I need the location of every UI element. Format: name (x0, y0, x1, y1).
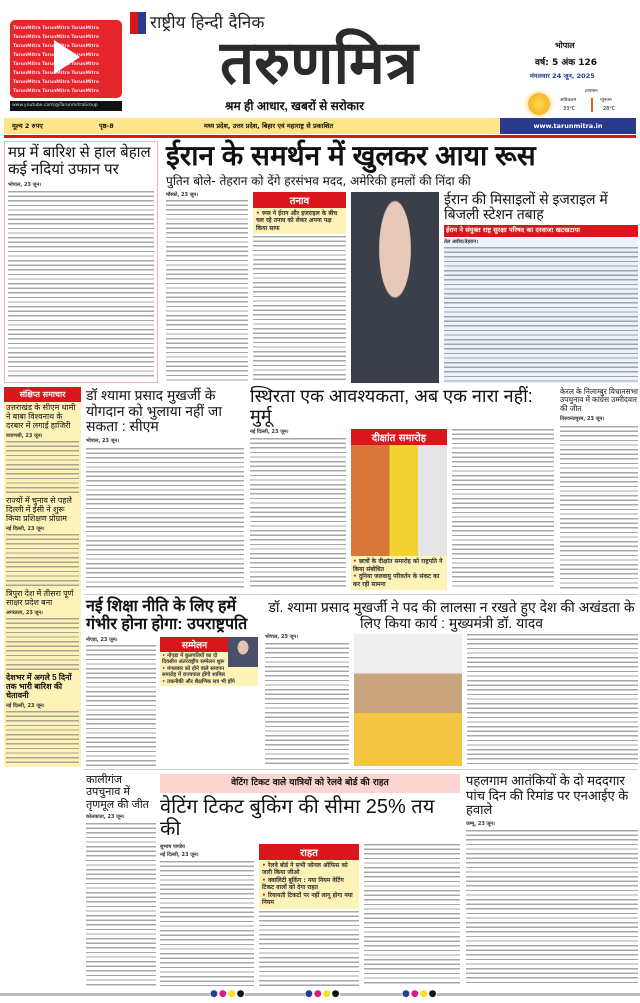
cm-headline: डॉ. श्यामा प्रसाद मुखर्जी ने पद की लालसा न रखते हुए देश की अखंडता के लिए किया कार्य : मुख्यमंत्री डॉ. यादव (268, 599, 635, 631)
convocation-photo (351, 445, 447, 556)
rain-headline: मप्र में बारिश से हाल बेहाल कई नदियां उफान पर (8, 144, 151, 178)
rail-headline: वेटिंग टिकट बुकिंग की सीमा 25% तय की (160, 795, 435, 841)
tagline-top: राष्ट्रीय हिन्दी दैनिक (150, 13, 265, 33)
website-link[interactable]: www.tarunmitra.in (500, 118, 636, 134)
youtube-promo[interactable]: TarunMitra TarunMitra TarunMitra TarunMitra TarunMitra TarunMitra TarunMitra TarunMitra TarunMitra TarunMitra TarunMitra TarunMitra TarunMitra TarunMitra TarunMitra TarunMitra TarunMitra TarunMitra TarunMitra TarunMitra TarunMitra TarunMitra TarunMitra TarunMitra www.youtube.com/@TarunmitraGroup (10, 20, 122, 114)
kerala-story: केरल के निलाम्बुर विधानसभा उपचुनाव में कांग्रेस उम्मीदवार की जीत तिरुवनंतपुरम, 23 जून। (560, 388, 638, 590)
youtube-brand-text: TarunMitra TarunMitra TarunMitra (13, 26, 99, 31)
vp-photo (228, 637, 258, 667)
murmu-headline: स्थिरता एक आवश्यकता, अब एक नारा नहीं: मुर्मू (250, 386, 533, 427)
column-rule (84, 769, 638, 770)
brief-title: संक्षिप्त समाचार (4, 387, 81, 402)
rain-story: मप्र में बारिश से हाल बेहाल कई नदियां उफान पर भोपाल, 23 जून। (4, 141, 158, 383)
convocation-box: दीक्षांत समारोह • छात्रों के दीक्षांत समारोह को राष्ट्रपति ने किया संबोधित • दुनिया जलवायु परिवर्तन के संकट का कर रही सामना (351, 429, 447, 590)
temp-divider (591, 98, 593, 112)
published-from: मध्य प्रदेश, उत्तर प्रदेश, बिहार एवं महाराष्ट्र से प्रकाशित (204, 122, 334, 130)
edition: वर्ष: 5 अंक 126 (535, 58, 598, 68)
registration-dots: ●●●● (210, 989, 246, 999)
max-temp-label: अधिकतम (560, 98, 577, 103)
lead-subheadline: पुतिन बोले- तेहरान को देंगे हरसंभव मदद, अमेरिकी हमलों की निंदा की (166, 174, 471, 189)
kaliganj-headline: कालीगंज उपचुनाव में तृणमूल की जीत (86, 774, 149, 811)
date: मंगलवार 24 जून, 2025 (530, 72, 595, 80)
sun-icon (528, 93, 550, 115)
city: भोपाल (555, 41, 575, 50)
kaliganj-story: कालीगंज उपचुनाव में तृणमूल की जीत कोलकाता, 23 जून। (86, 774, 156, 986)
temperature-label: तापमान (585, 89, 598, 94)
putin-photo (351, 192, 439, 383)
lead-story: ईरान के समर्थन में खुलकर आया रूस पुतिन बोले- तेहरान को देंगे हरसंभव मदद, अमेरिकी हमलों की निंदा की मॉस्को, 23 जून। तनाव • रूस ने ईरान और इजराइल के बीच चल रहे तनाव को लेकर अपना पक्ष किया साफ ईरान की मिसाइलों से इजराइल में बिजली स्टेशन तबाह ईरान ने संयुक्त राष्ट्र सुरक्षा परिषद का दरवाजा खटखटाया तेल अवीव/तेहरान। (166, 140, 638, 383)
lead-headline: ईरान के समर्थन में खुलकर आया रूस (166, 140, 536, 171)
min-temp-label: न्यूनतम (600, 98, 612, 103)
red-rule (4, 135, 636, 138)
rail-byline: सुभाष पाण्डेय (160, 843, 185, 850)
registration-dots: ●●●● (402, 989, 438, 999)
iran-red-bar: ईरान ने संयुक्त राष्ट्र सुरक्षा परिषद का दरवाजा खटखटाया (444, 225, 638, 237)
murmu-story: स्थिरता एक आवश्यकता, अब एक नारा नहीं: मुर्मू नई दिल्ली, 23 जून। दीक्षांत समारोह • छात्रों के दीक्षांत समारोह को राष्ट्रपति ने किया संबोधित • दुनिया जलवायु परिवर्तन के संकट का कर रही सामना (250, 386, 554, 590)
registration-dots: ●●●● (305, 989, 341, 999)
min-temp: 28°C (603, 106, 616, 112)
column-rule (84, 594, 638, 595)
newspaper-title: तरुणमित्र (220, 29, 418, 96)
kerala-headline: केरल के निलाम्बुर विधानसभा उपचुनाव में कांग्रेस उम्मीदवार की जीत (560, 387, 638, 413)
pahalgam-story: पहलगाम आतंकियों के दो मददगार पांच दिन की रिमांड पर एनआईए के हवाले जम्मू, 23 जून। (466, 774, 638, 986)
iran-headline: ईरान की मिसाइलों से इजराइल में बिजली स्टेशन तबाह (444, 190, 608, 223)
price: मूल्य 2 रुपए (12, 122, 43, 130)
cm-photo (354, 634, 462, 766)
lead-body: मॉस्को, 23 जून। (166, 192, 248, 383)
relief-box: राहत • रेलवे बोर्ड ने सभी जोनल ऑफिस को जारी किया जीओ • क्वालिटी बुकिंग : नया नियम वेटिंग टिकट वालों को देगा राहत • रियायती टिकटों पर नहीं लागू होगा नया नियम (259, 844, 359, 909)
cm-story: डॉ. श्यामा प्रसाद मुखर्जी ने पद की लालसा न रखते हुए देश की अखंडता के लिए किया कार्य : मुख्यमंत्री डॉ. यादव भोपाल, 23 जून। (265, 600, 638, 766)
pahalgam-headline: पहलगाम आतंकियों के दो मददगार पांच दिन की रिमांड पर एनआईए के हवाले (466, 773, 629, 818)
max-temp: 33°C (563, 106, 576, 112)
tension-box: तनाव • रूस ने ईरान और इजराइल के बीच चल रहे तनाव को लेकर अपना पक्ष किया साफ (253, 192, 346, 235)
info-strip (4, 118, 636, 134)
vp-story: नई शिक्षा नीति के लिए हमें गंभीर होना होगा: उपराष्ट्रपति नोएडा, 23 जून। सम्मेलन • नोएडा में कुलपतियों का दो दिवसीय अंतरराष्ट्रीय सम्मेलन शुरू • मंगलवार को होने वाले समापन समारोह में राज्यपाल होंगी शामिल • तकनीकी और शैक्षणिक सत्र भी होंगे (86, 598, 258, 766)
spm-headline: डॉ श्यामा प्रसाद मुखर्जी के योगदान को भुलाया नहीं जा सकता : सीएम (86, 387, 222, 435)
play-icon (54, 40, 80, 74)
brief-news: संक्षिप्त समाचार उत्तराखंड के सीएम धामी ने बाबा विश्वनाथ के दरबार में लगाई हाजिरी वाराणसी, 23 जून। राज्यों में चुनाव से पहले दिल्ली में ईसी ने शुरू किया प्रशिक्षण प्रोग्राम नई दिल्ली, 23 जून। त्रिपुरा देश में तीसरा पूर्ण साक्षर प्रदेश बना अगरतला, 23 जून। देशभर में अगले 5 दिनों तक भारी बारिश की चेतावनी नई दिल्ली, 23 जून। (4, 387, 81, 767)
youtube-url[interactable]: www.youtube.com/@TarunmitraGroup (10, 101, 122, 111)
motto: श्रम ही आधार, खबरों से सरोकार (225, 99, 364, 113)
conference-box: सम्मेलन • नोएडा में कुलपतियों का दो दिवसीय अंतरराष्ट्रीय सम्मेलन शुरू • मंगलवार को होने वाले समापन समारोह में राज्यपाल होंगी शामिल • तकनीकी और शैक्षणिक सत्र भी होंगे (160, 637, 258, 687)
vp-headline: नई शिक्षा नीति के लिए हमें गंभीर होना होगा: उपराष्ट्रपति (86, 598, 248, 633)
spm-story: डॉ श्यामा प्रसाद मुखर्जी के योगदान को भुलाया नहीं जा सकता : सीएम भोपाल, 23 जून। (86, 388, 244, 590)
pages: पृष्ठ-8 (99, 122, 114, 130)
rail-story: वेटिंग टिकट वाले यात्रियों को रेलवे बोर्ड की राहत वेटिंग टिकट बुकिंग की सीमा 25% तय की सुभाष पाण्डेय नई दिल्ली, 23 जून। राहत • रेलवे बोर्ड ने सभी जोनल ऑफिस को जारी किया जीओ • क्वालिटी बुकिंग : नया नियम वेटिंग टिकट वालों को देगा राहत • रियायती टिकटों पर नहीं लागू होगा नया नियम (160, 774, 460, 986)
rail-kicker: वेटिंग टिकट वाले यात्रियों को रेलवे बोर्ड की राहत (160, 774, 460, 793)
